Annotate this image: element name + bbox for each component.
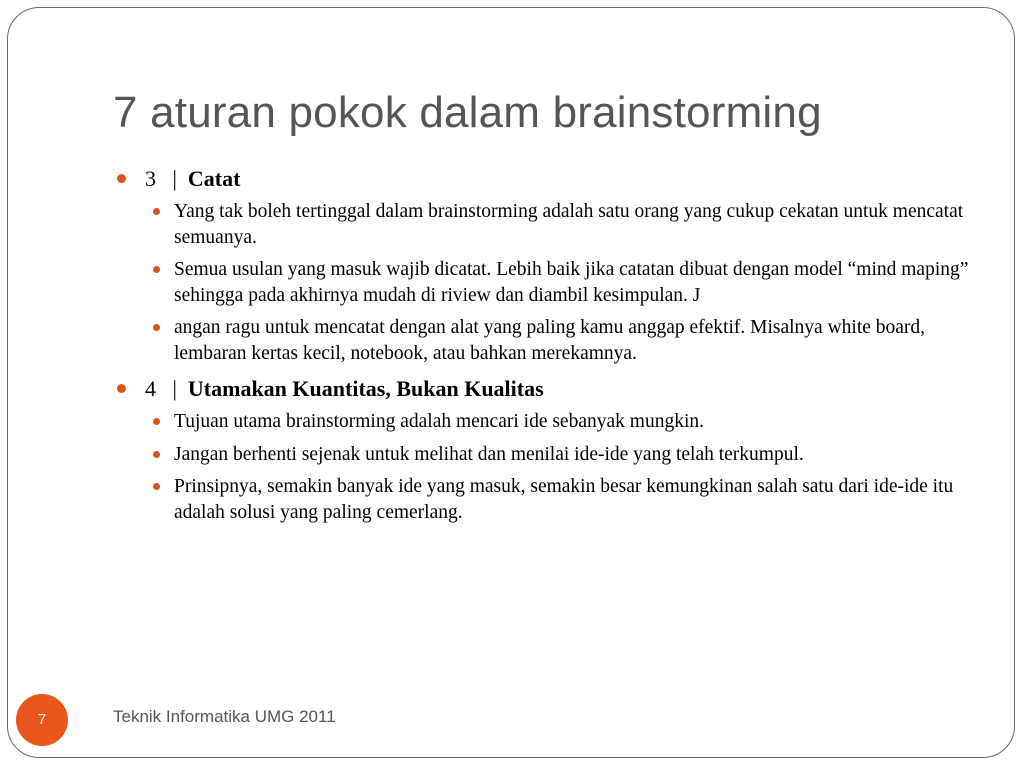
- slide-content: [117, 165, 977, 534]
- section-separator: |: [172, 166, 177, 191]
- bullet-icon: [153, 208, 160, 215]
- list-item: [117, 257, 977, 308]
- point-text: Jangan berhenti sejenak untuk melihat dan menilai ide-ide yang telah terkumpul.: [174, 443, 804, 465]
- section-heading-kuantitas: [117, 375, 977, 403]
- section-number: 3: [145, 166, 156, 191]
- footer-text: Teknik Informatika UMG 2011: [113, 707, 336, 726]
- point-text: Tujuan utama brainstorming adalah mencari ide sebanyak mungkin.: [174, 411, 704, 432]
- bullet-icon: [117, 384, 126, 393]
- section-heading-catat: [117, 165, 977, 193]
- slide-number-badge: 7: [16, 694, 68, 746]
- list-item: [117, 199, 977, 250]
- section-separator: |: [172, 376, 177, 401]
- section-heading-text: Utamakan Kuantitas, Bukan Kualitas: [187, 376, 544, 401]
- point-text: Yang tak boleh tertinggal dalam brainstorming adalah satu orang yang cukup cekatan untuk mencatat semuanya.: [174, 201, 964, 248]
- point-text: angan ragu untuk mencatat dengan alat yang paling kamu anggap efektif. Misalnya white board, lembaran kertas kecil, notebook, atau bahkan merekamnya.: [174, 317, 926, 364]
- section-heading-text: Catat: [187, 166, 241, 191]
- point-text: Semua usulan yang masuk wajib dicatat. Lebih baik jika catatan dibuat dengan model “mind maping” sehingga pada akhirnya mudah di riview dan diambil kesimpulan. J: [174, 259, 969, 306]
- section-points-kuantitas: [117, 409, 977, 525]
- list-item: [117, 315, 977, 366]
- bullet-icon: [153, 418, 160, 425]
- slide-title: 7 aturan pokok dalam brainstorming: [113, 88, 822, 137]
- point-text: Prinsipnya, semakin banyak ide yang masuk, semakin besar kemungkinan salah satu dari ide-ide itu adalah solusi yang paling cemerlang.: [174, 476, 954, 523]
- section-points-catat: [117, 199, 977, 366]
- bullet-icon: [153, 266, 160, 273]
- bullet-icon: [153, 324, 160, 331]
- list-item: [117, 474, 977, 525]
- bullet-icon: [153, 451, 160, 458]
- list-item: [117, 442, 977, 468]
- list-item: [117, 409, 977, 435]
- section-number: 4: [145, 376, 156, 401]
- bullet-icon: [117, 174, 126, 183]
- bullet-icon: [153, 483, 160, 490]
